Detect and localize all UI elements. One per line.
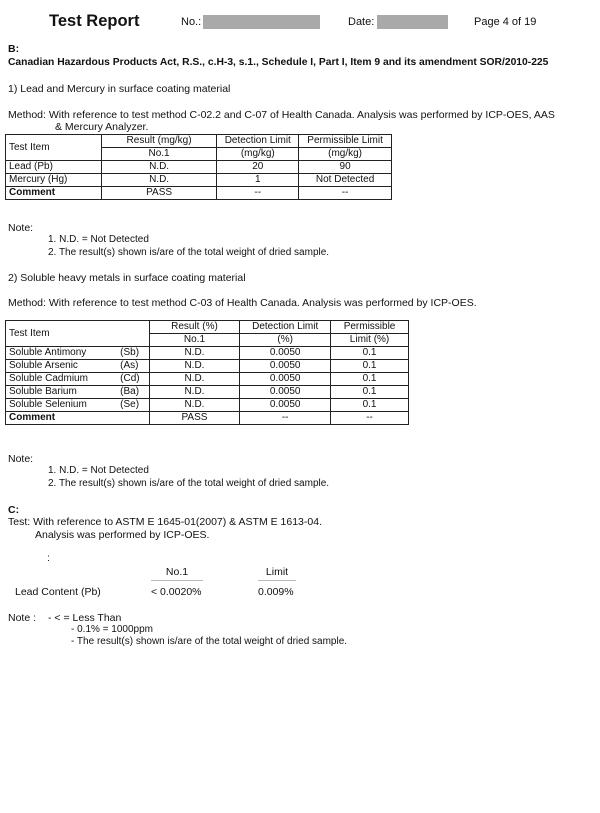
- row-item: Soluble Antimony: [6, 347, 118, 360]
- row-detection: 0.0050: [240, 399, 331, 412]
- row-permissible: 0.1: [331, 386, 409, 399]
- comment-label: Comment: [6, 412, 150, 425]
- part1-method-line2: & Mercury Analyzer.: [55, 121, 149, 133]
- row-detection: 0.0050: [240, 373, 331, 386]
- row-result: N.D.: [101, 161, 217, 174]
- row-permissible: Not Detected: [299, 174, 392, 187]
- row-symbol: (Ba): [117, 386, 149, 399]
- row-item: Soluble Barium: [6, 386, 118, 399]
- comment-row: [6, 187, 392, 200]
- col-header-test-item: Test Item: [6, 135, 102, 161]
- col-header-no1: No.1: [149, 334, 240, 347]
- comment-permissible: --: [331, 412, 409, 425]
- table-row: [6, 347, 409, 360]
- col-header-no1: No.1: [151, 566, 203, 581]
- row-result: N.D.: [149, 347, 240, 360]
- comment-detection: --: [240, 412, 331, 425]
- report-number-label: No.:: [181, 16, 202, 28]
- table-row: [6, 161, 392, 174]
- row-symbol: (Cd): [117, 373, 149, 386]
- row-result: N.D.: [149, 399, 240, 412]
- col-header-permissible: Permissible Limit: [299, 135, 392, 148]
- section-c-test-line2: Analysis was performed by ICP-OES.: [35, 529, 210, 541]
- row-result: N.D.: [149, 373, 240, 386]
- row-item: Soluble Cadmium: [6, 373, 118, 386]
- col-header-detection-unit: (mg/kg): [217, 148, 299, 161]
- part1-note-2: 2. The result(s) shown is/are of the total weight of dried sample.: [48, 247, 330, 258]
- part2-note-2: 2. The result(s) shown is/are of the total weight of dried sample.: [48, 478, 330, 489]
- section-b-label: B:: [8, 43, 20, 55]
- row-detection: 1: [217, 174, 299, 187]
- row-item: Mercury (Hg): [6, 174, 102, 187]
- report-number-redacted: [203, 15, 320, 29]
- row-item: Soluble Arsenic: [6, 360, 118, 373]
- col-header-detection-unit: (%): [240, 334, 331, 347]
- lead-content-limit: 0.009%: [258, 586, 294, 598]
- table-row: [6, 360, 409, 373]
- row-result: N.D.: [149, 360, 240, 373]
- row-detection: 20: [217, 161, 299, 174]
- row-detection: 0.0050: [240, 386, 331, 399]
- part1-method-line1: Method: With reference to test method C-02.2 and C-07 of Health Canada. Analysis was performed by ICP-OES, AAS: [8, 109, 555, 121]
- row-symbol: (Se): [117, 399, 149, 412]
- section-c-note-label: Note :: [8, 612, 37, 624]
- part2-note-label: Note:: [8, 453, 34, 465]
- row-item: Lead (Pb): [6, 161, 102, 174]
- report-title: Test Report: [49, 12, 140, 30]
- section-c-colon: :: [47, 552, 50, 564]
- comment-permissible: --: [299, 187, 392, 200]
- section-c-note-first: - < = Less Than: [48, 612, 122, 624]
- table-row: [6, 174, 392, 187]
- col-header-detection: Detection Limit: [217, 135, 299, 148]
- lead-mercury-table: [5, 134, 392, 200]
- row-permissible: 0.1: [331, 347, 409, 360]
- part1-note-1: 1. N.D. = Not Detected: [48, 234, 149, 245]
- row-permissible: 0.1: [331, 399, 409, 412]
- col-header-detection: Detection Limit: [240, 321, 331, 334]
- comment-row: [6, 412, 409, 425]
- part1-heading: 1) Lead and Mercury in surface coating material: [8, 83, 231, 95]
- col-header-permissible: Permissible: [331, 321, 409, 334]
- lead-content-result: < 0.0020%: [151, 586, 202, 598]
- row-detection: 0.0050: [240, 347, 331, 360]
- row-symbol: (Sb): [117, 347, 149, 360]
- comment-label: Comment: [6, 187, 102, 200]
- section-c-note-2: - The result(s) shown is/are of the total weight of dried sample.: [71, 636, 348, 647]
- lead-content-label: Lead Content (Pb): [15, 586, 101, 598]
- part2-note-1: 1. N.D. = Not Detected: [48, 465, 149, 476]
- date-redacted: [377, 15, 448, 29]
- table-row: [6, 373, 409, 386]
- row-detection: 0.0050: [240, 360, 331, 373]
- row-permissible: 0.1: [331, 373, 409, 386]
- page-indicator: Page 4 of 19: [474, 16, 537, 28]
- section-c-label: C:: [8, 504, 20, 516]
- col-header-result: Result (%): [149, 321, 240, 334]
- comment-detection: --: [217, 187, 299, 200]
- col-header-limit: Limit: [258, 566, 296, 581]
- row-result: N.D.: [149, 386, 240, 399]
- col-header-permissible-unit: Limit (%): [331, 334, 409, 347]
- col-header-test-item: Test Item: [6, 321, 150, 347]
- col-header-result: Result (mg/kg): [101, 135, 217, 148]
- soluble-metals-table: [5, 320, 409, 425]
- row-permissible: 90: [299, 161, 392, 174]
- col-header-no1: No.1: [101, 148, 217, 161]
- part2-heading: 2) Soluble heavy metals in surface coating material: [8, 272, 246, 284]
- part1-note-label: Note:: [8, 222, 34, 234]
- date-label: Date:: [348, 16, 375, 28]
- part2-method: Method: With reference to test method C-03 of Health Canada. Analysis was performed by ICP-OES.: [8, 297, 477, 309]
- comment-result: PASS: [101, 187, 217, 200]
- section-b-regulation: Canadian Hazardous Products Act, R.S., c.H-3, s.1., Schedule I, Part I, Item 9 and its amendment SOR/2010-225: [8, 57, 549, 68]
- row-symbol: (As): [117, 360, 149, 373]
- comment-result: PASS: [149, 412, 240, 425]
- section-c-test-line1: Test: With reference to ASTM E 1645-01(2007) & ASTM E 1613-04.: [8, 516, 322, 528]
- col-header-permissible-unit: (mg/kg): [299, 148, 392, 161]
- row-permissible: 0.1: [331, 360, 409, 373]
- row-result: N.D.: [101, 174, 217, 187]
- table-row: [6, 399, 409, 412]
- section-c-note-1: - 0.1% = 1000ppm: [71, 624, 153, 635]
- table-row: [6, 386, 409, 399]
- row-item: Soluble Selenium: [6, 399, 118, 412]
